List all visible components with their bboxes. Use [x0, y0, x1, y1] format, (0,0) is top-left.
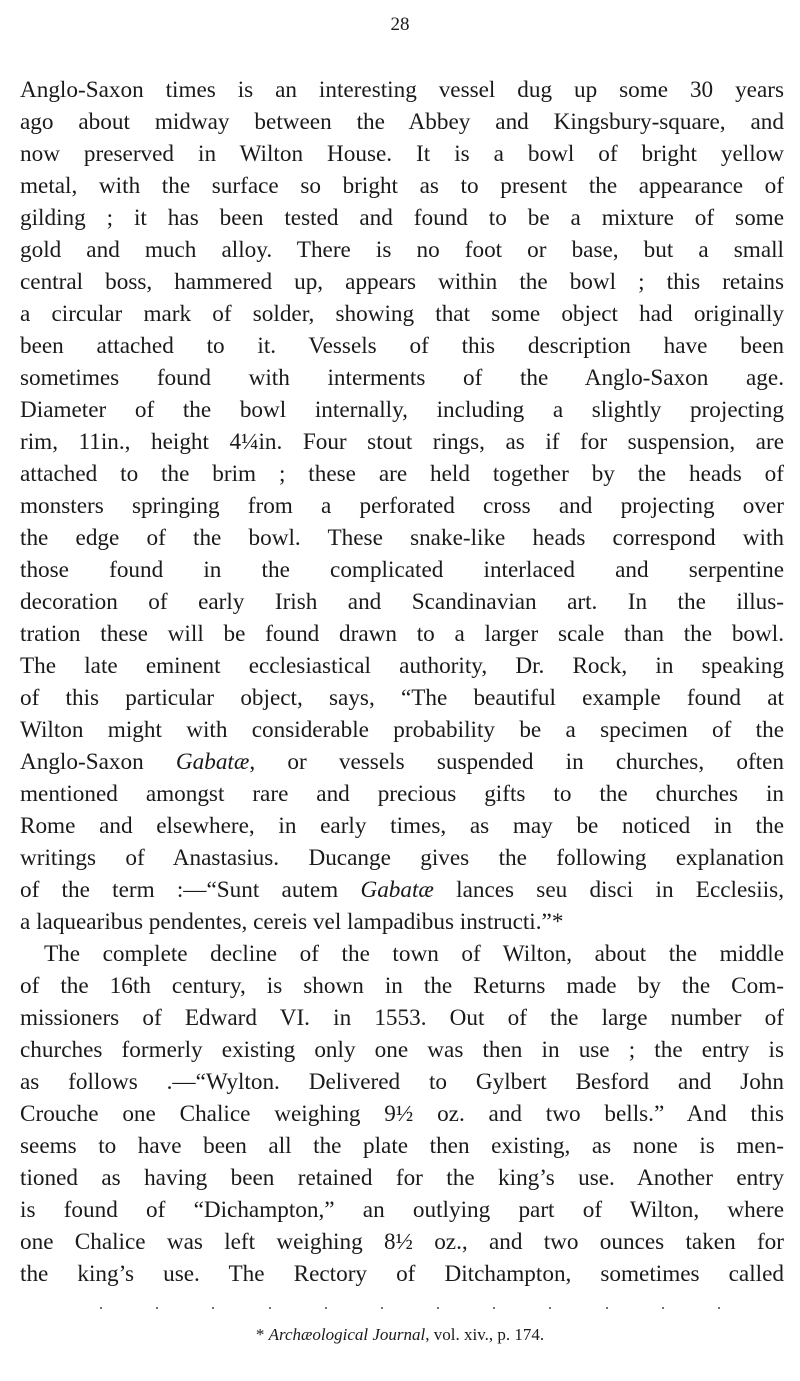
- text-line: Diameter of the bowl internally, including a slightly projecting: [20, 397, 784, 423]
- text-line: gold and much alloy. There is no foot or base, but a small: [20, 237, 784, 263]
- text-line: Wilton might with considerable probability be a specimen of the: [20, 717, 784, 743]
- text-line: churches formerly existing only one was then in use ; the entry is: [20, 1037, 784, 1063]
- text-line: The late eminent ecclesiastical authority, Dr. Rock, in speaking: [20, 653, 784, 679]
- text-line: writings of Anastasius. Ducange gives the following explanation: [20, 845, 784, 871]
- text-run: of the term :—“Sunt autem: [20, 877, 361, 903]
- text-line: sometimes found with interments of the Anglo-Saxon age.: [20, 365, 784, 391]
- italic-term: Gabatæ: [360, 877, 434, 903]
- text-line: now preserved in Wilton House. It is a bowl of bright yellow: [20, 141, 784, 167]
- body-text: [20, 74, 784, 1290]
- text-line: Crouche one Chalice weighing 9½ oz. and two bells.” And this: [20, 1101, 784, 1127]
- page-number: 28: [390, 14, 410, 35]
- text-line: those found in the complicated interlaced and serpentine: [20, 557, 784, 583]
- text-line: as follows .—“Wylton. Delivered to Gylbert Besford and John: [20, 1069, 784, 1095]
- text-line: the edge of the bowl. These snake-like heads correspond with: [20, 525, 784, 551]
- text-line: The complete decline of the town of Wilton, about the middle: [44, 941, 784, 967]
- text-line: attached to the brim ; these are held together by the heads of: [20, 461, 784, 487]
- footnote-separator-dots: [100, 1307, 720, 1313]
- footnote-citation: , vol. xiv., p. 174.: [425, 1325, 545, 1344]
- text-line: is found of “Dichampton,” an outlying part of Wilton, where: [20, 1197, 784, 1223]
- text-line: one Chalice was left weighing 8½ oz., and two ounces taken for: [20, 1229, 784, 1255]
- text-line: [20, 874, 784, 906]
- text-line: a circular mark of solder, showing that some object had originally: [20, 301, 784, 327]
- text-line: been attached to it. Vessels of this description have been: [20, 333, 784, 359]
- text-line: Rome and elsewhere, in early times, as may be noticed in the: [20, 813, 784, 839]
- text-line: rim, 11in., height 4¼in. Four stout rings, as if for suspension, are: [20, 429, 784, 455]
- text-line: metal, with the surface so bright as to present the appearance of: [20, 173, 784, 199]
- text-line: seems to have been all the plate then existing, as none is men-: [20, 1133, 784, 1159]
- text-line: of this particular object, says, “The beautiful example found at: [20, 685, 784, 711]
- text-line: decoration of early Irish and Scandinavian art. In the illus-: [20, 589, 784, 615]
- paragraph-1: [20, 74, 784, 746]
- paragraph-2: [20, 938, 784, 1290]
- italic-term: Gabatæ: [175, 749, 250, 775]
- footnote: [0, 1325, 800, 1345]
- text-line: central boss, hammered up, appears within the bowl ; this retains: [20, 269, 784, 295]
- text-line: [20, 746, 784, 778]
- text-line: of the 16th century, is shown in the Returns made by the Com-: [20, 973, 784, 999]
- text-line: mentioned amongst rare and precious gifts to the churches in: [20, 781, 784, 807]
- text-line: missioners of Edward VI. in 1553. Out of the large number of: [20, 1005, 784, 1031]
- text-line: monsters springing from a perforated cross and projecting over: [20, 493, 784, 519]
- text-run: , or vessels suspended in churches, often: [249, 749, 784, 775]
- text-line: a laquearibus pendentes, cereis vel lampadibus instructi.”*: [20, 909, 564, 935]
- text-run: lances seu disci in Ecclesiis,: [433, 877, 784, 903]
- text-line: tioned as having been retained for the king’s use. Another entry: [20, 1165, 784, 1191]
- text-line: gilding ; it has been tested and found to be a mixture of some: [20, 205, 784, 231]
- footnote-marker: *: [255, 1325, 265, 1344]
- text-line: ago about midway between the Abbey and Kingsbury-square, and: [20, 109, 784, 135]
- text-line: tration these will be found drawn to a larger scale than the bowl.: [20, 621, 784, 647]
- text-line: the king’s use. The Rectory of Ditchampton, sometimes called: [20, 1261, 784, 1287]
- text-run: Anglo-Saxon: [20, 749, 176, 775]
- footnote-journal-title: Archæological Journal: [268, 1325, 426, 1344]
- text-line: Anglo-Saxon times is an interesting vessel dug up some 30 years: [20, 77, 784, 103]
